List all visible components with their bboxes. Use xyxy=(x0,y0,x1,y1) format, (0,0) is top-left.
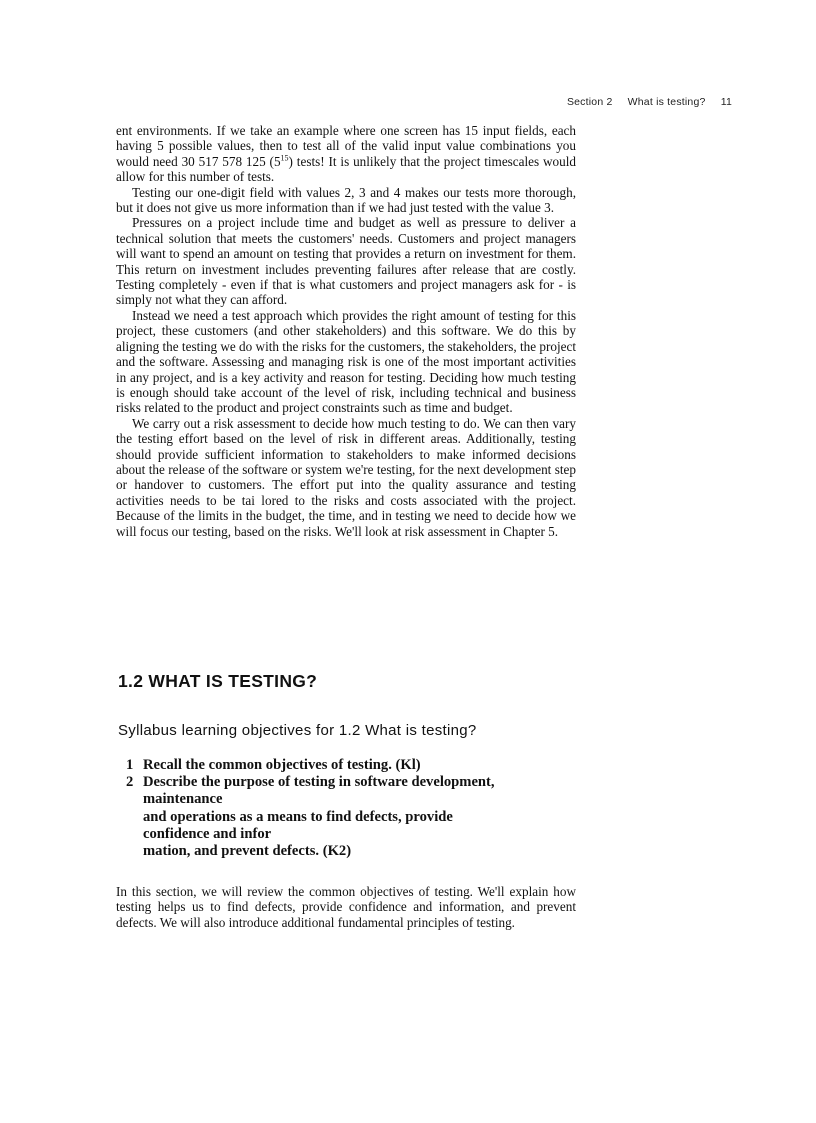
running-header xyxy=(555,96,732,108)
superscript: 15 xyxy=(280,153,289,163)
objective-item xyxy=(126,774,586,860)
objective-item xyxy=(126,757,586,774)
objective-line: and operations as a means to find defects, provide xyxy=(143,808,453,825)
objective-line: Recall the common objectives of testing. (Kl) xyxy=(143,757,421,773)
objectives-heading: Syllabus learning objectives for 1.2 What is testing? xyxy=(118,722,477,739)
paragraph: Pressures on a project include time and budget as well as pressure to deliver a technical solution that meets the customers' needs. Customers and project managers will want to spend an amount on testing that provides a return on investment for them. This return on investment includes preventing failures after release that are costly. Testing completely - even if that is what customers and project managers ask for - is simply not what they can afford. xyxy=(116,215,576,308)
objective-line: mation, and prevent defects. (K2) xyxy=(143,843,352,860)
objective-line: maintenance xyxy=(143,791,223,808)
page-number: 11 xyxy=(720,96,732,108)
paragraph: ent environments. If we take an example where one screen has 15 input fields, each having 5 possible values, then to test all of the valid input value combinations you would need 30 517 578 125 $(5^{15})$ tests! It is unlikely that the project timescales would allow for this number of tests. xyxy=(116,123,576,185)
section-heading: 1.2 WHAT IS TESTING? xyxy=(118,671,318,691)
intro-paragraph: In this section, we will review the common objectives of testing. We'll explain how testing helps us to find defects, provide confidence and information, and prevent defects. We will also introduce additional fundamental principles of testing. xyxy=(116,884,576,930)
objective-line: Describe the purpose of testing in software development, xyxy=(143,774,495,791)
objective-number: 1 xyxy=(126,757,134,773)
objective-line: confidence and infor xyxy=(143,825,272,842)
objectives-list xyxy=(126,757,586,860)
paragraph: Instead we need a test approach which provides the right amount of testing for this project, these customers (and other stakeholders) and this software. We do this by aligning the testing we do with the risks for the customers, the stakeholders, the project and the software. Assessing and managing risk is one of the most important activities in any project, and is a key activity and reason for testing. Deciding how much testing is enough should take account of the level of risk, including technical and business risks related to the product and project constraints such as time and budget. xyxy=(116,307,576,416)
paragraph: We carry out a risk assessment to decide how much testing to do. We can then vary the testing effort based on the level of risk in different areas. Additionally, testing should provide sufficient information to stakeholders to make informed decisions about the release of the software or system we're testing, for the next development step or handover to customers. The effort put into the quality assurance and testing activities needs to be tai lored to the risks and costs associated with the project. Because of the limits in the budget, the time, and in testing we need to decide how we will focus our testing, based on the risks. We'll look at risk assessment in Chapter 5. xyxy=(116,415,576,539)
objective-number: 2 xyxy=(126,774,134,791)
header-title: What is testing? xyxy=(627,96,706,108)
paragraph: Testing our one-digit field with values 2, 3 and 4 makes our tests more thorough, but it does not give us more information than if we had just tested with the value 3. xyxy=(116,184,576,216)
header-section: Section 2 xyxy=(566,96,613,108)
body-text xyxy=(116,123,576,539)
